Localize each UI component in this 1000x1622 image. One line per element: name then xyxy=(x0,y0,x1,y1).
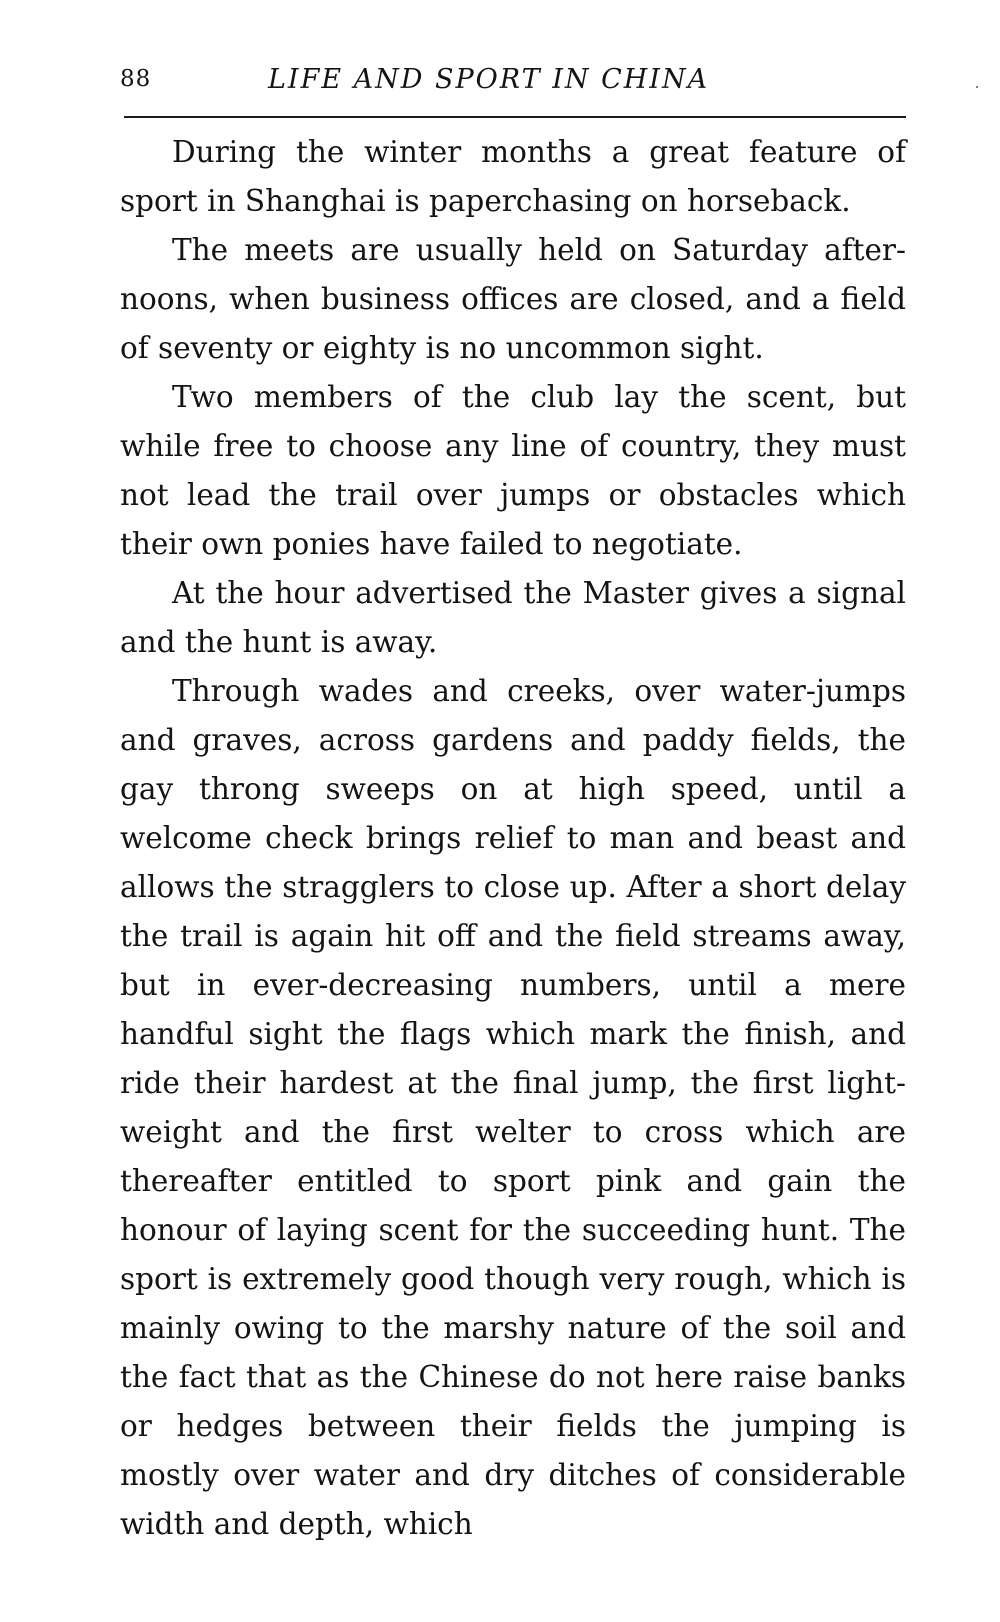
paragraph-1: During the winter months a great feature of sport in Shanghai is paperchasing on horseback. xyxy=(120,135,906,218)
running-title: LIFE AND SPORT IN CHINA xyxy=(268,64,710,95)
page-number: 88 xyxy=(120,66,152,92)
paragraph-4: At the hour advertised the Master gives a signal and the hunt is away. xyxy=(120,576,906,659)
paragraph-5: Through wades and creeks, over water-jumps and graves, across gardens and paddy fields, the gay throng sweeps on at high speed, until a welcome check brings relief to man and beast and allows the stragglers to close up. After a short delay the trail is again hit off and the field streams away, but in ever-decreasing numbers, until a mere handful sight the flags which mark the finish, and ride their hardest at the final jump, the first light-weight and the first welter to cross which are thereafter entitled to sport pink and gain the honour of laying scent for the succeeding hunt. The sport is extremely good though very rough, which is mainly owing to the marshy nature of the soil and the fact that as the Chinese do not here raise banks or hedges between their fields the jumping is mostly over water and dry ditches of considerable width and depth, which xyxy=(120,674,906,1541)
paper-speck xyxy=(976,86,978,88)
header-rule xyxy=(124,116,906,118)
paragraph-3: Two members of the club lay the scent, but while free to choose any line of country, they must not lead the trail over jumps or obstacles which their own ponies have failed to negotiate. xyxy=(120,380,906,561)
running-head xyxy=(120,62,906,102)
paragraph-2: The meets are usually held on Saturday afternoons, when business offices are closed, and a field of seventy or eighty is no uncommon sight. xyxy=(120,233,906,365)
body-text xyxy=(120,128,906,1549)
